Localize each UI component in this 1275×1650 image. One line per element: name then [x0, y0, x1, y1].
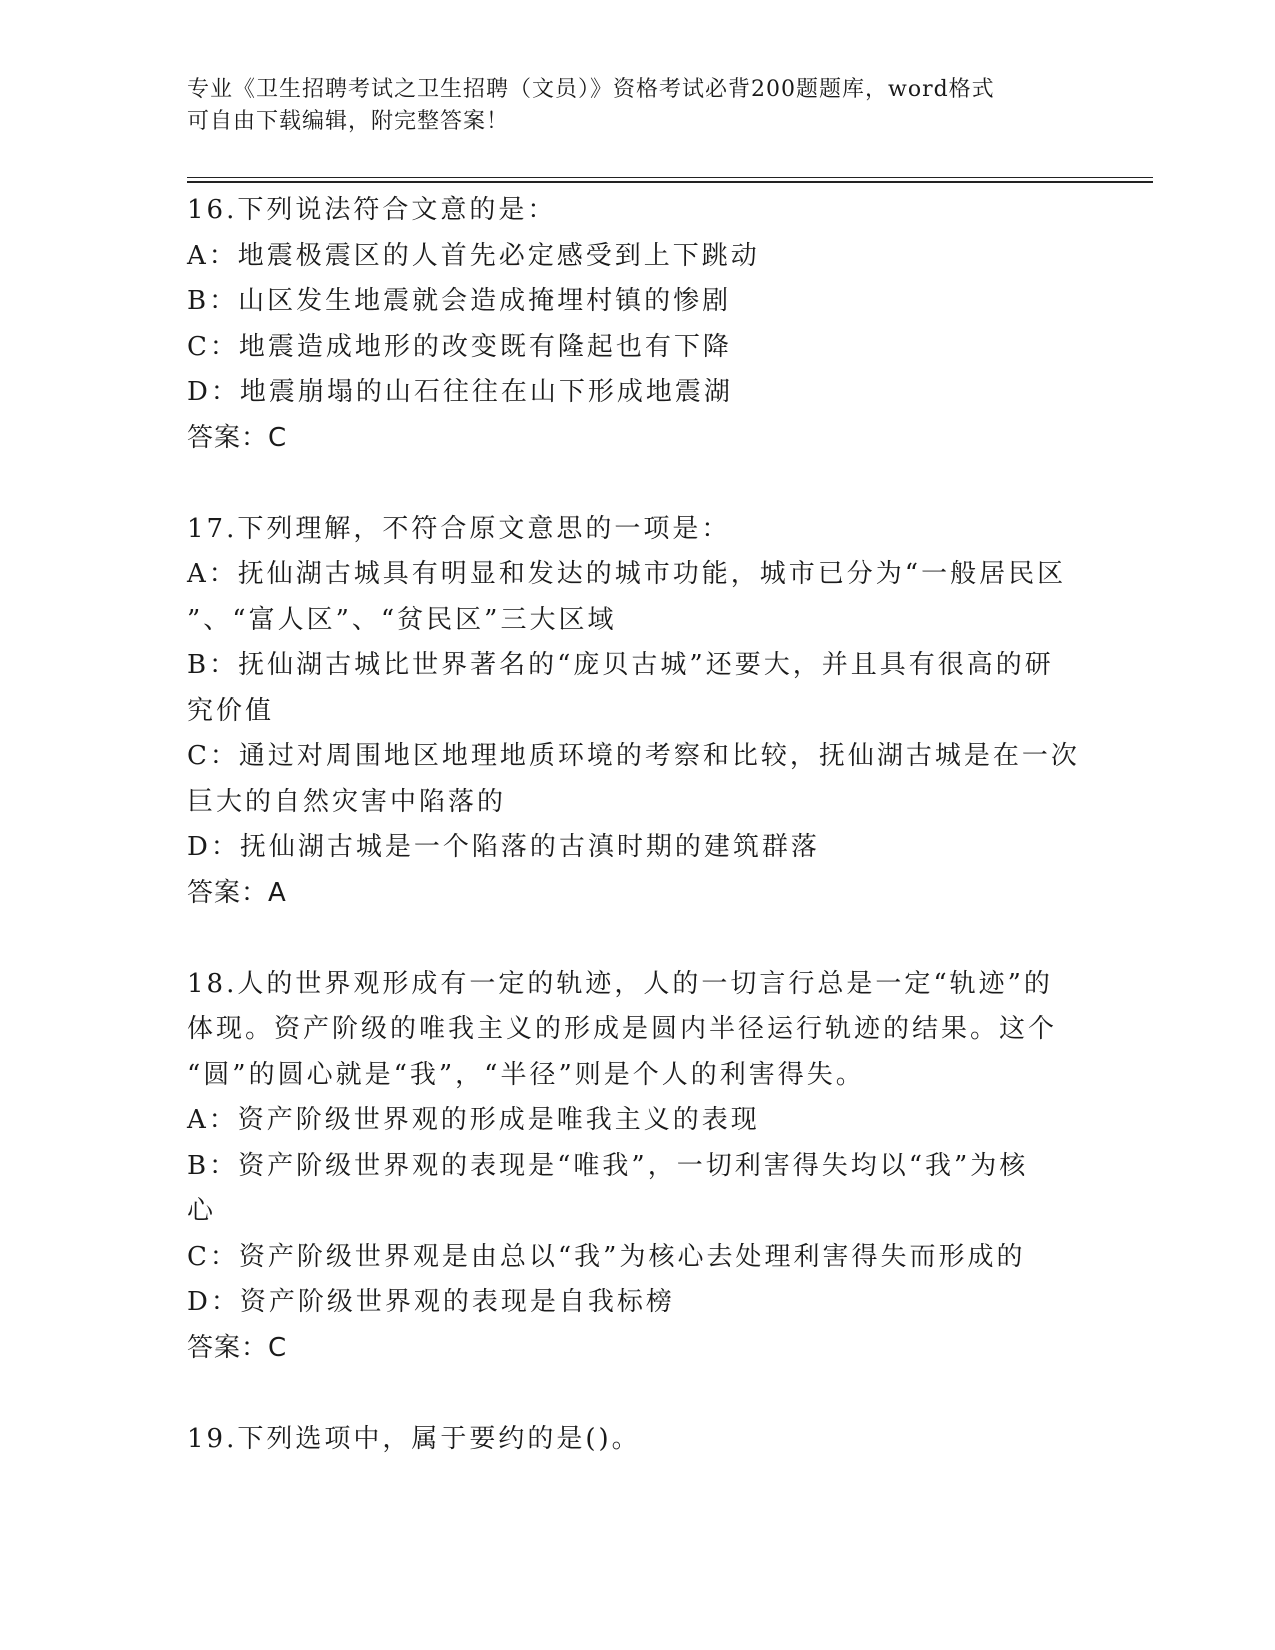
- question-stem: 体现。资产阶级的唯我主义的形成是圆内半径运行轨迹的结果。这个: [187, 1014, 1058, 1044]
- question-option: C：地震造成地形的改变既有隆起也有下降: [187, 331, 732, 362]
- question-block: [187, 188, 1087, 461]
- question-option: A：资产阶级世界观的形成是唯我主义的表现: [187, 1105, 760, 1135]
- question-option: A：地震极震区的人首先必定感受到上下跳动: [187, 240, 760, 271]
- question-option: A：抚仙湖古城具有明显和发达的城市功能，城市已分为“一般居民区: [187, 559, 1067, 589]
- question-option: 究价值: [187, 695, 275, 726]
- answer-line: 答案：C: [187, 422, 288, 453]
- header-line: 专业《卫生招聘考试之卫生招聘（文员）》资格考试必背200题题库，word格式: [187, 77, 995, 102]
- question-stem: 19.下列选项中，属于要约的是()。: [187, 1423, 641, 1454]
- question-option: C：通过对周围地区地理地质环境的考察和比较，抚仙湖古城是在一次: [187, 741, 1080, 771]
- header-divider: [187, 177, 1153, 178]
- answer-line: 答案：A: [187, 877, 287, 908]
- question-option: D：资产阶级世界观的表现是自我标榜: [187, 1287, 675, 1317]
- question-block: [187, 1417, 1087, 1463]
- question-option: B：资产阶级世界观的表现是“唯我”，一切利害得失均以“我”为核: [187, 1150, 1029, 1181]
- question-list: [187, 188, 1087, 1462]
- answer-line: 答案：C: [187, 1332, 288, 1363]
- question-option: D：地震崩塌的山石往往在山下形成地震湖: [187, 377, 733, 407]
- question-option: 巨大的自然灾害中陷落的: [187, 786, 507, 817]
- question-stem: 17.下列理解，不符合原文意思的一项是：: [187, 513, 731, 544]
- question-spacer: [187, 916, 1087, 962]
- question-block: [187, 507, 1087, 917]
- question-option: C：资产阶级世界观是由总以“我”为核心去处理利害得失而形成的: [187, 1241, 1026, 1272]
- question-stem: 18.人的世界观形成有一定的轨迹，人的一切言行总是一定“轨迹”的: [187, 968, 1053, 999]
- question-option: ”、“富人区”、“贫民区”三大区域: [187, 604, 617, 635]
- header-divider: [187, 181, 1153, 183]
- question-spacer: [187, 461, 1087, 507]
- question-option: B：山区发生地震就会造成掩埋村镇的惨剧: [187, 286, 732, 316]
- question-stem: 16.下列说法符合文意的是：: [187, 195, 557, 225]
- question-option: D：抚仙湖古城是一个陷落的古滇时期的建筑群落: [187, 832, 820, 862]
- question-stem: “圆”的圆心就是“我”，“半径”则是个人的利害得失。: [187, 1059, 865, 1090]
- question-block: [187, 962, 1087, 1372]
- document-header: [187, 74, 1087, 138]
- header-line: 可自由下载编辑，附完整答案！: [187, 109, 510, 134]
- question-option: 心: [187, 1196, 217, 1226]
- question-spacer: [187, 1371, 1087, 1417]
- question-option: B：抚仙湖古城比世界著名的“庞贝古城”还要大，并且具有很高的研: [187, 650, 1054, 680]
